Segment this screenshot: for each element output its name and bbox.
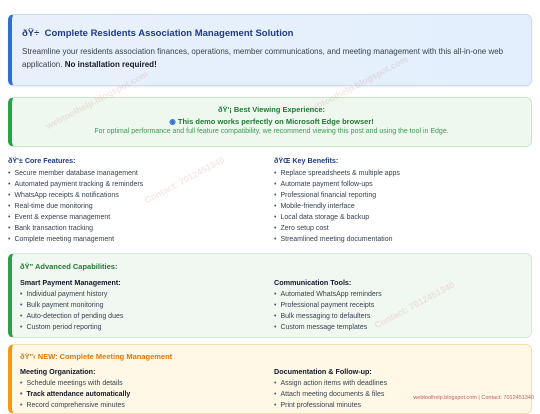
tip-subtitle bbox=[12, 117, 531, 126]
list-item: • Replace spreadsheets & multiple apps bbox=[274, 168, 400, 179]
meeting-management-card bbox=[8, 344, 532, 414]
edge-icon: ◉ bbox=[169, 117, 176, 126]
list-item: • Attach meeting documents & files bbox=[274, 389, 387, 400]
list-item: • Bulk messaging to defaulters bbox=[274, 311, 382, 322]
communication-list bbox=[274, 289, 382, 333]
list-item: • Auto-detection of pending dues bbox=[20, 311, 123, 322]
list-item: • Record comprehensive minutes bbox=[20, 400, 130, 411]
list-item: • Individual payment history bbox=[20, 289, 123, 300]
list-item: • Bulk payment monitoring bbox=[20, 300, 123, 311]
hero-title-text: Complete Residents Association Management Solution bbox=[44, 28, 294, 39]
list-item: • Print professional minutes bbox=[274, 400, 387, 411]
list-item: • Professional financial reporting bbox=[274, 190, 400, 201]
list-item: • Automated WhatsApp reminders bbox=[274, 289, 382, 300]
core-features-title: ðŸ'± Core Features: bbox=[8, 156, 76, 165]
footer-watermark: webtoolhelp.blogspot.com | Contact: 7012451340 bbox=[413, 395, 534, 401]
meeting-organization-list bbox=[20, 378, 130, 411]
meeting-organization-title: Meeting Organization: bbox=[20, 367, 96, 376]
list-item: • Local data storage & backup bbox=[274, 212, 400, 223]
key-benefits-list bbox=[274, 168, 400, 245]
documentation-list bbox=[274, 378, 387, 411]
advanced-capabilities-card bbox=[8, 253, 532, 338]
list-item: • Mobile-friendly interface bbox=[274, 201, 400, 212]
advanced-title: ðŸ" Advanced Capabilities: bbox=[20, 262, 118, 271]
list-item: • Automate payment follow-ups bbox=[274, 179, 400, 190]
hero-title bbox=[22, 28, 293, 39]
meeting-title: ðŸ"‹ NEW: Complete Meeting Management bbox=[20, 352, 173, 361]
list-item: • Automated payment tracking & reminders bbox=[8, 179, 143, 190]
list-item: • Assign action items with deadlines bbox=[274, 378, 387, 389]
viewing-tip-card bbox=[8, 97, 532, 147]
core-features-list bbox=[8, 168, 143, 245]
list-item: • Streamlined meeting documentation bbox=[274, 234, 400, 245]
list-item: • Real-time due monitoring bbox=[8, 201, 143, 212]
hero-emphasis: No installation required! bbox=[64, 60, 157, 69]
smart-payment-title: Smart Payment Management: bbox=[20, 278, 121, 287]
tip-title: ðŸ'¡ Best Viewing Experience: bbox=[217, 105, 326, 114]
tip-subtitle-text: This demo works perfectly on Microsoft Edge browser! bbox=[177, 117, 374, 126]
list-item: • Custom message templates bbox=[274, 322, 382, 333]
list-item: • Event & expense management bbox=[8, 212, 143, 223]
hero-description-text: Streamline your residents association finances, operations, member communications, and meeting management with this all-in-one web application. bbox=[22, 47, 504, 69]
list-item: • Custom period reporting bbox=[20, 322, 123, 333]
list-item: • Schedule meetings with details bbox=[20, 378, 130, 389]
communication-title: Communication Tools: bbox=[274, 278, 352, 287]
list-item: • Secure member database management bbox=[8, 168, 143, 179]
list-item: • Complete meeting management bbox=[8, 234, 143, 245]
intro-card bbox=[8, 14, 532, 86]
hero-description bbox=[22, 45, 521, 71]
list-item: • Track attendance automatically bbox=[20, 389, 130, 400]
list-item: • Bank transaction tracking bbox=[8, 223, 143, 234]
key-benefits-title: ðŸŒ Key Benefits: bbox=[274, 156, 339, 165]
list-item: • Zero setup cost bbox=[274, 223, 400, 234]
watermark: Contact: 7012451340 bbox=[142, 154, 227, 206]
documentation-title: Documentation & Follow-up: bbox=[274, 367, 372, 376]
list-item: • WhatsApp receipts & notifications bbox=[8, 190, 143, 201]
building-icon: ðŸ÷ bbox=[22, 28, 40, 39]
list-item: • Professional payment receipts bbox=[274, 300, 382, 311]
tip-note: For optimal performance and full feature compatibility, we recommend viewing this post and using the tool in Edge. bbox=[94, 128, 449, 135]
smart-payment-list bbox=[20, 289, 123, 333]
